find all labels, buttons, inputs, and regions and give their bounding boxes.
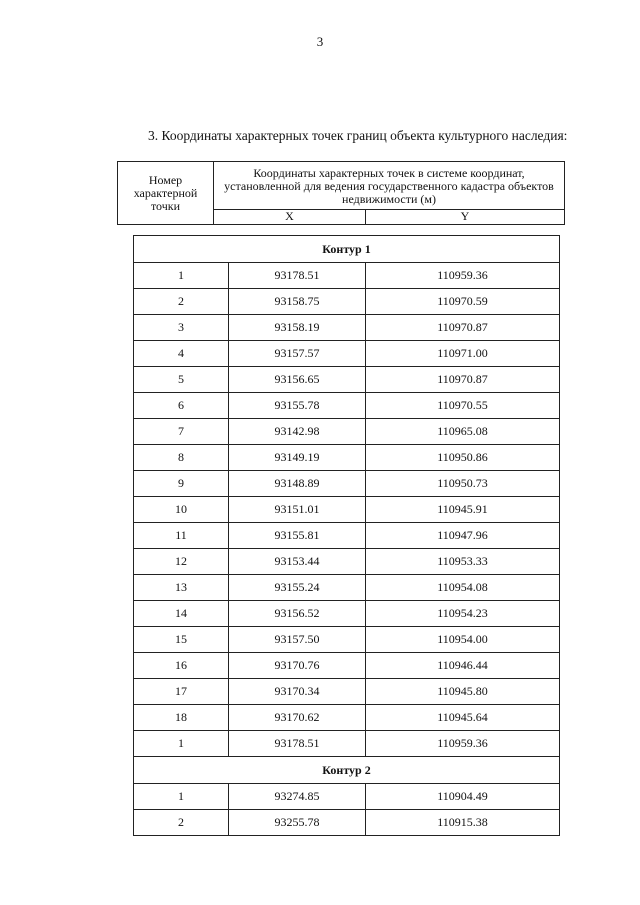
y-coordinate-cell: 110959.36 bbox=[366, 731, 560, 757]
y-coordinate-cell: 110970.55 bbox=[366, 393, 560, 419]
point-number-cell: 2 bbox=[134, 810, 229, 836]
point-number-cell: 10 bbox=[134, 497, 229, 523]
y-coordinate-cell: 110954.08 bbox=[366, 575, 560, 601]
y-coordinate-cell: 110971.00 bbox=[366, 341, 560, 367]
point-number-cell: 15 bbox=[134, 627, 229, 653]
x-coordinate-cell: 93153.44 bbox=[229, 549, 366, 575]
point-number-cell: 4 bbox=[134, 341, 229, 367]
table-row bbox=[134, 497, 560, 523]
table-row bbox=[134, 341, 560, 367]
y-coordinate-cell: 110970.87 bbox=[366, 315, 560, 341]
contour-title: Контур 2 bbox=[134, 757, 560, 784]
point-number-cell: 1 bbox=[134, 784, 229, 810]
y-coordinate-cell: 110904.49 bbox=[366, 784, 560, 810]
contour-title: Контур 1 bbox=[134, 236, 560, 263]
table-row bbox=[134, 419, 560, 445]
point-number-cell: 2 bbox=[134, 289, 229, 315]
coordinates-data-table bbox=[133, 235, 560, 836]
x-coordinate-cell: 93255.78 bbox=[229, 810, 366, 836]
contour-title-row bbox=[134, 236, 560, 263]
y-coordinate-cell: 110947.96 bbox=[366, 523, 560, 549]
point-number-cell: 3 bbox=[134, 315, 229, 341]
table-row bbox=[134, 679, 560, 705]
point-number-cell: 17 bbox=[134, 679, 229, 705]
table-row bbox=[134, 731, 560, 757]
y-coordinate-cell: 110946.44 bbox=[366, 653, 560, 679]
x-coordinate-cell: 93158.75 bbox=[229, 289, 366, 315]
y-coordinate-cell: 110953.33 bbox=[366, 549, 560, 575]
point-number-cell: 14 bbox=[134, 601, 229, 627]
table-row bbox=[134, 393, 560, 419]
coordinates-header: Координаты характерных точек в системе координат, установленной для ведения государственного кадастра объектов недвижимости (м) bbox=[214, 162, 565, 210]
x-coordinate-cell: 93170.76 bbox=[229, 653, 366, 679]
table-row bbox=[134, 445, 560, 471]
y-coordinate-cell: 110950.86 bbox=[366, 445, 560, 471]
y-coordinate-cell: 110945.80 bbox=[366, 679, 560, 705]
table-row bbox=[134, 549, 560, 575]
x-coordinate-cell: 93157.50 bbox=[229, 627, 366, 653]
page-number: 3 bbox=[316, 34, 324, 49]
x-coordinate-cell: 93155.81 bbox=[229, 523, 366, 549]
table-row bbox=[134, 784, 560, 810]
x-column-header: X bbox=[214, 209, 366, 224]
x-coordinate-cell: 93156.65 bbox=[229, 367, 366, 393]
table-row bbox=[134, 653, 560, 679]
point-number-header: Номер характерной точки bbox=[118, 162, 214, 225]
x-coordinate-cell: 93274.85 bbox=[229, 784, 366, 810]
point-number-cell: 13 bbox=[134, 575, 229, 601]
coordinates-header-table bbox=[117, 161, 565, 225]
x-coordinate-cell: 93151.01 bbox=[229, 497, 366, 523]
x-coordinate-cell: 93178.51 bbox=[229, 731, 366, 757]
point-number-cell: 16 bbox=[134, 653, 229, 679]
y-coordinate-cell: 110965.08 bbox=[366, 419, 560, 445]
x-coordinate-cell: 93148.89 bbox=[229, 471, 366, 497]
point-number-cell: 18 bbox=[134, 705, 229, 731]
point-number-cell: 8 bbox=[134, 445, 229, 471]
y-coordinate-cell: 110945.91 bbox=[366, 497, 560, 523]
point-number-cell: 1 bbox=[134, 263, 229, 289]
x-coordinate-cell: 93156.52 bbox=[229, 601, 366, 627]
x-coordinate-cell: 93157.57 bbox=[229, 341, 366, 367]
table-row bbox=[134, 367, 560, 393]
y-coordinate-cell: 110950.73 bbox=[366, 471, 560, 497]
x-coordinate-cell: 93149.19 bbox=[229, 445, 366, 471]
x-coordinate-cell: 93155.78 bbox=[229, 393, 366, 419]
section-heading: 3. Координаты характерных точек границ объекта культурного наследия: bbox=[148, 128, 568, 143]
y-column-header: Y bbox=[366, 209, 565, 224]
x-coordinate-cell: 93158.19 bbox=[229, 315, 366, 341]
table-row bbox=[134, 575, 560, 601]
x-coordinate-cell: 93170.34 bbox=[229, 679, 366, 705]
table-row bbox=[134, 471, 560, 497]
point-number-cell: 12 bbox=[134, 549, 229, 575]
table-row bbox=[134, 289, 560, 315]
x-coordinate-cell: 93170.62 bbox=[229, 705, 366, 731]
point-number-cell: 11 bbox=[134, 523, 229, 549]
point-number-cell: 1 bbox=[134, 731, 229, 757]
y-coordinate-cell: 110915.38 bbox=[366, 810, 560, 836]
y-coordinate-cell: 110954.23 bbox=[366, 601, 560, 627]
table-row bbox=[134, 705, 560, 731]
x-coordinate-cell: 93142.98 bbox=[229, 419, 366, 445]
table-row bbox=[134, 263, 560, 289]
y-coordinate-cell: 110954.00 bbox=[366, 627, 560, 653]
point-number-cell: 7 bbox=[134, 419, 229, 445]
x-coordinate-cell: 93155.24 bbox=[229, 575, 366, 601]
y-coordinate-cell: 110959.36 bbox=[366, 263, 560, 289]
table-row bbox=[134, 810, 560, 836]
table-row bbox=[134, 627, 560, 653]
table-row bbox=[134, 315, 560, 341]
table-row bbox=[134, 601, 560, 627]
x-coordinate-cell: 93178.51 bbox=[229, 263, 366, 289]
y-coordinate-cell: 110970.59 bbox=[366, 289, 560, 315]
y-coordinate-cell: 110970.87 bbox=[366, 367, 560, 393]
point-number-cell: 9 bbox=[134, 471, 229, 497]
y-coordinate-cell: 110945.64 bbox=[366, 705, 560, 731]
contour-title-row bbox=[134, 757, 560, 784]
point-number-cell: 6 bbox=[134, 393, 229, 419]
table-row bbox=[134, 523, 560, 549]
point-number-cell: 5 bbox=[134, 367, 229, 393]
